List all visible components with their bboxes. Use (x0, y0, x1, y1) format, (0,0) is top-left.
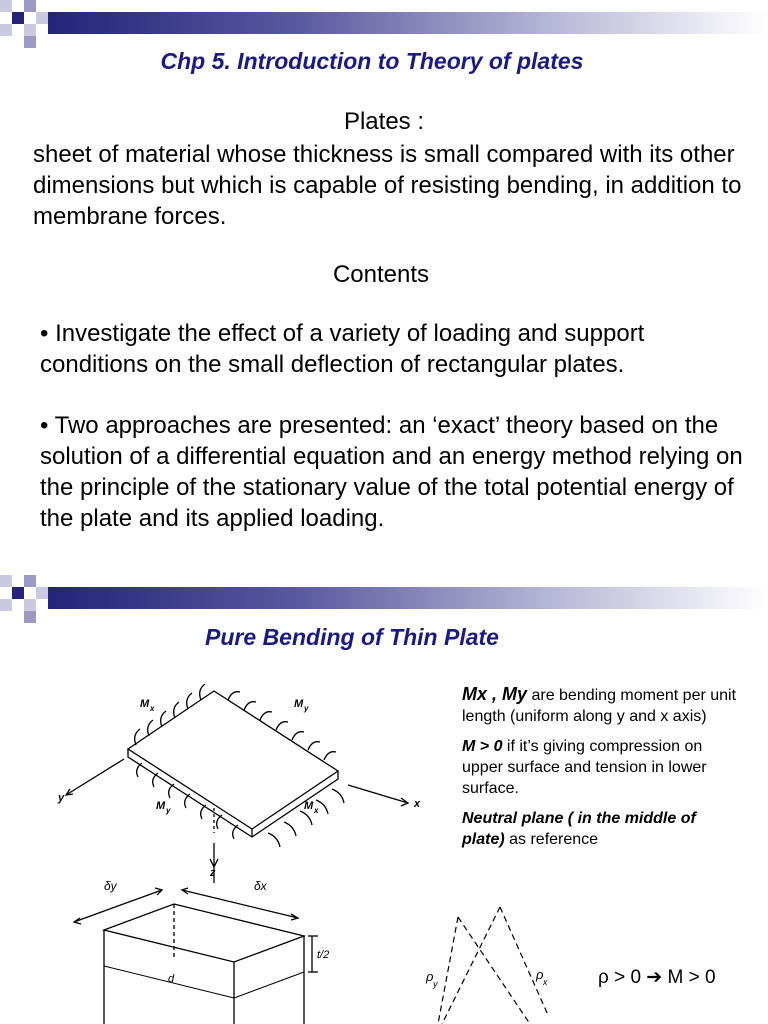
sub-y-front: y (166, 806, 171, 815)
plates-definition: sheet of material whose thickness is small compared with its other dimensions but which is capable of resisting bending, in addition to membrane forces. (33, 141, 742, 230)
label-mx-front: M (304, 800, 314, 812)
sub-y-top: y (304, 704, 309, 713)
label-mx-top: M (140, 698, 150, 710)
bending-notes (462, 684, 742, 859)
label-d: d (168, 973, 175, 985)
label-my-top: M (294, 698, 304, 710)
note-neutral-plane (462, 808, 742, 850)
plate-element-diagram (62, 880, 352, 1024)
slide-title: Chp 5. Introduction to Theory of plates (160, 48, 584, 74)
slide-banner (0, 0, 768, 50)
label-rho-x: ρ (536, 967, 544, 982)
note-term-positive-moment: M > 0 (462, 738, 503, 755)
label-delta-x: δx (254, 880, 267, 893)
axis-z-label: z (210, 867, 216, 879)
note-term-mx-my: Mx , My (462, 684, 528, 704)
axis-y-label: y (58, 792, 65, 804)
contents-heading: Contents (332, 261, 430, 288)
sub-x-front: x (314, 806, 319, 815)
note-text-mx-my: are bending moment per unit length (uniform along y and x axis) (462, 687, 737, 725)
axis-x-label: x (414, 798, 421, 810)
sub-rho-y: y (433, 979, 438, 989)
slide-pure-bending (0, 575, 768, 1024)
sub-x-top: x (150, 704, 155, 713)
note-term-neutral-plane: Neutral plane ( in the middle of plate) (462, 810, 696, 848)
note-text-neutral-plane: as reference (504, 831, 599, 848)
sub-rho-x: x (543, 977, 548, 987)
plate-bending-diagram (48, 673, 438, 883)
label-my-front: M (156, 800, 166, 812)
curvature-diagram (420, 895, 570, 1024)
rho-moment-relation: ρ > 0 ➔ M > 0 (598, 967, 716, 988)
plates-heading: Plates : (343, 108, 425, 135)
label-rho-y: ρ (426, 969, 434, 984)
note-text-positive-moment: if it’s giving compression on upper surface and tension in lower surface. (462, 738, 707, 797)
slide-title: Pure Bending of Thin Plate (205, 624, 499, 650)
slide-banner (0, 575, 768, 625)
bullet-point-1: • Investigate the effect of a variety of loading and support conditions on the small deflection of rectangular plates. (40, 320, 645, 378)
note-sign-convention (462, 736, 742, 799)
label-half-thickness: t/2 (317, 949, 330, 961)
bullet-point-2: • Two approaches are presented: an ‘exact’ theory based on the solution of a differential equation and an energy method relying on the principle of the stationary value of the total potential energy of the plate and its applied loading. (40, 412, 743, 532)
label-delta-y: δy (104, 880, 117, 893)
note-moment-definition (462, 684, 742, 727)
